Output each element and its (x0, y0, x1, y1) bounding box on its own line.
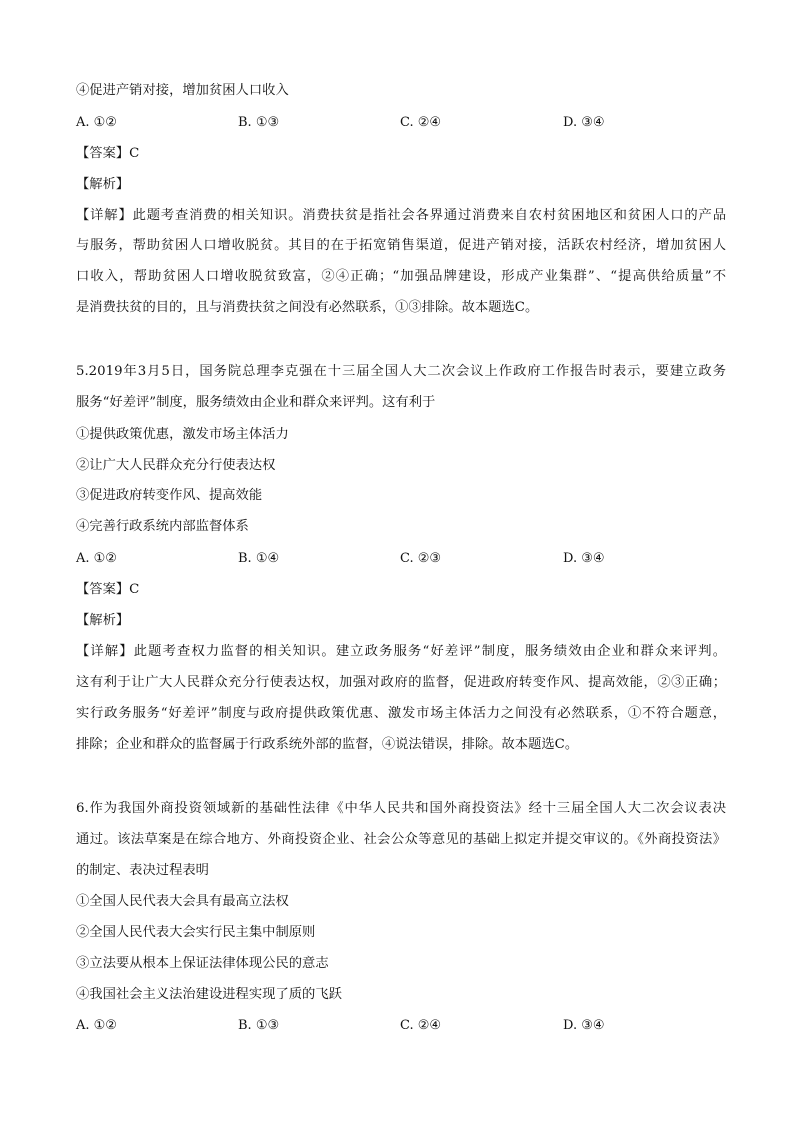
analysis-label: 【解析】 (76, 613, 130, 628)
detail-line: 【详解】此题考查权力监督的相关知识。建立政务服务“好差评”制度，服务绩效由企业和群众来评判。 (76, 644, 726, 659)
option-b: B. ①④ (238, 551, 280, 566)
statement-4: ④我国社会主义法治建设进程实现了质的飞跃 (76, 987, 342, 1002)
question-stem: 服务“好差评”制度，服务绩效由企业和群众来评判。这有利于 (76, 395, 436, 410)
statement-1: ①提供政策优惠，激发市场主体活力 (76, 427, 289, 442)
detail-line: 是消费扶贫的目的，且与消费扶贫之间没有必然联系，①③排除。故本题选C。 (76, 300, 539, 315)
question-stem: 通过。该法草案是在综合地方、外商投资企业、社会公众等意见的基础上拟定并提交审议的。《外商投资法》 (76, 832, 726, 847)
statement-1: ①全国人民代表大会具有最高立法权 (76, 894, 289, 909)
option-d: D. ③④ (563, 115, 605, 130)
statement-2: ②全国人民代表大会实行民主集中制原则 (76, 925, 316, 940)
question-stem: 5.2019年3月5日，国务院总理李克强在十三届全国人大二次会议上作政府工作报告时表示，要建立政务 (76, 364, 726, 379)
analysis-label: 【解析】 (76, 177, 130, 192)
options-row-q4 (76, 114, 726, 132)
option-a: A. ①② (76, 551, 117, 566)
detail-line: 与服务，帮助贫困人口增收脱贫。其目的在于拓宽销售渠道，促进产销对接，活跃农村经济，增加贫困人 (76, 238, 726, 253)
detail-line: 实行政务服务“好差评”制度与政府提供政策优惠、激发市场主体活力之间没有必然联系，①不符合题意， (76, 706, 726, 721)
option-c: C. ②③ (400, 551, 442, 566)
option-d: D. ③④ (563, 551, 605, 566)
option-c: C. ②④ (400, 1018, 442, 1033)
detail-line: 口收入，帮助贫困人口增收脱贫致富，②④正确；“加强品牌建设，形成产业集群”、“提高供给质量”不 (76, 269, 726, 284)
statement-2: ②让广大人民群众充分行使表达权 (76, 458, 276, 473)
detail-line: 这有利于让广大人民群众充分行使表达权，加强对政府的监督，促进政府转变作风、提高效能，②③正确； (76, 675, 726, 690)
option-d: D. ③④ (563, 1018, 605, 1033)
detail-line: 【详解】此题考查消费的相关知识。消费扶贫是指社会各界通过消费来自农村贫困地区和贫困人口的产品 (76, 208, 726, 223)
statement-3: ③促进政府转变作风、提高效能 (76, 488, 263, 503)
option-b: B. ①③ (238, 115, 280, 130)
statement-3: ③立法要从根本上保证法律体现公民的意志 (76, 956, 329, 971)
question-stem: 的制定、表决过程表明 (76, 863, 209, 878)
answer-label: 【答案】C (76, 582, 140, 597)
question-stem: 6.作为我国外商投资领域新的基础性法律《中华人民共和国外商投资法》经十三届全国人大二次会议表决 (76, 801, 726, 816)
option-a: A. ①② (76, 1018, 117, 1033)
options-row-q6 (76, 1017, 726, 1035)
option-a: A. ①② (76, 115, 117, 130)
detail-line: 排除；企业和群众的监督属于行政系统外部的监督，④说法错误，排除。故本题选C。 (76, 737, 579, 752)
statement-4: ④促进产销对接，增加贫困人口收入 (76, 83, 289, 98)
options-row-q5 (76, 550, 726, 568)
option-c: C. ②④ (400, 115, 442, 130)
statement-4: ④完善行政系统内部监督体系 (76, 519, 249, 534)
answer-label: 【答案】C (76, 146, 140, 161)
option-b: B. ①③ (238, 1018, 280, 1033)
